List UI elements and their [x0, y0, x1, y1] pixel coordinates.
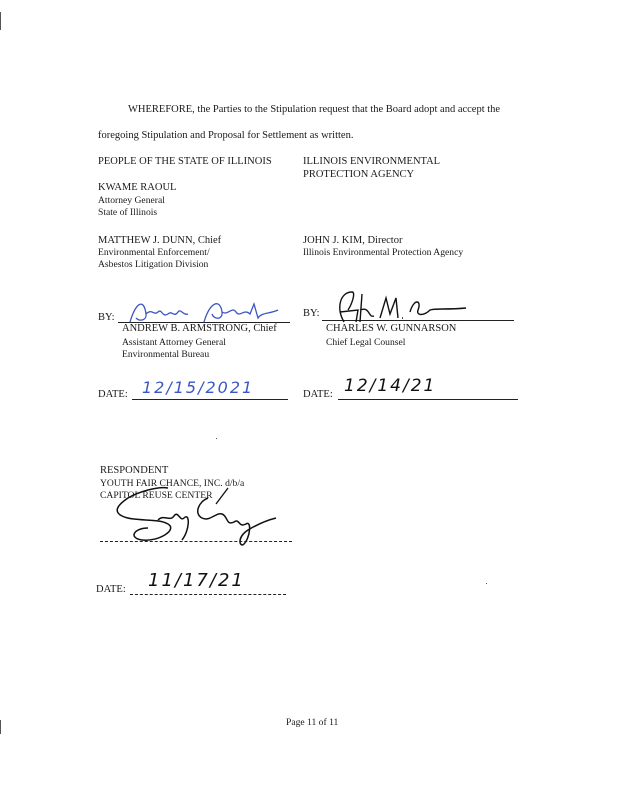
left-by-label: BY: — [98, 312, 115, 323]
iepa-heading-1: ILLINOIS ENVIRONMENTAL — [303, 156, 441, 167]
gunnarson-signature — [326, 288, 476, 328]
respondent-date-line — [130, 594, 286, 595]
right-date-line — [338, 399, 518, 400]
scan-edge-mark-top — [0, 12, 1, 30]
respondent-date-label: DATE: — [96, 584, 126, 595]
right-date-handwritten: 12/14/21 — [344, 376, 437, 396]
armstrong-title-2: Environmental Bureau — [122, 349, 210, 360]
chief-name: MATTHEW J. DUNN, Chief — [98, 235, 222, 246]
armstrong-title-1: Assistant Attorney General — [122, 337, 226, 348]
gunnarson-name: CHARLES W. GUNNARSON — [326, 323, 457, 334]
left-date-line — [132, 399, 288, 400]
intro-line-2: foregoing Stipulation and Proposal for Settlement as written. — [98, 130, 354, 141]
iepa-heading-2: PROTECTION AGENCY — [303, 169, 415, 180]
left-date-label: DATE: — [98, 389, 128, 400]
chief-division-2: Asbestos Litigation Division — [98, 259, 209, 270]
director-agency: Illinois Environmental Protection Agency — [303, 247, 464, 258]
left-date-handwritten: 12/15/2021 — [142, 378, 255, 397]
respondent-name-2: CAPITOL REUSE CENTER — [100, 490, 213, 501]
ag-name: KWAME RAOUL — [98, 182, 177, 193]
respondent-signature-line — [100, 541, 292, 542]
people-heading: PEOPLE OF THE STATE OF ILLINOIS — [98, 156, 272, 167]
respondent-name-1: YOUTH FAIR CHANCE, INC. d/b/a — [100, 478, 245, 489]
gunnarson-title: Chief Legal Counsel — [326, 337, 406, 348]
respondent-heading: RESPONDENT — [100, 465, 169, 476]
respondent-date-handwritten: 11/17/21 — [148, 570, 245, 591]
scan-speck — [216, 438, 217, 439]
right-by-label: BY: — [303, 308, 320, 319]
respondent-signature — [98, 478, 298, 548]
scan-speck-2 — [486, 583, 487, 584]
page-number: Page 11 of 11 — [286, 717, 339, 728]
chief-division-1: Environmental Enforcement/ — [98, 247, 210, 258]
ag-title: Attorney General — [98, 195, 165, 206]
scan-edge-mark-bottom — [0, 720, 1, 734]
director-name: JOHN J. KIM, Director — [303, 235, 403, 246]
intro-line-1: WHEREFORE, the Parties to the Stipulation request that the Board adopt and accept the — [128, 104, 501, 115]
ag-state: State of Illinois — [98, 207, 158, 218]
armstrong-name: ANDREW B. ARMSTRONG, Chief — [122, 323, 277, 334]
right-date-label: DATE: — [303, 389, 333, 400]
